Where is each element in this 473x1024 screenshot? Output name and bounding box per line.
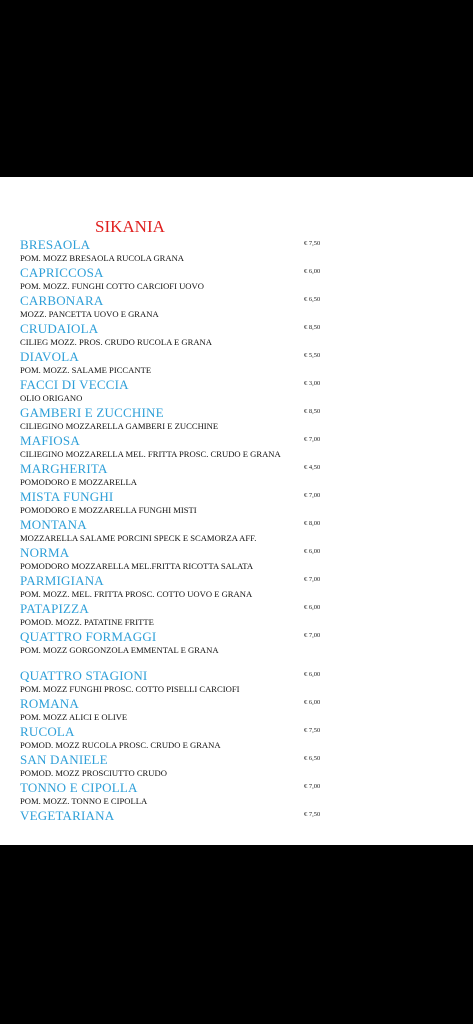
item-price: € 7,50	[304, 240, 321, 247]
item-price: € 7,00	[304, 576, 321, 583]
item-name: QUATTRO STAGIONI	[20, 668, 148, 683]
item-name: GAMBERI E ZUCCHINE	[20, 405, 164, 420]
item-price: € 7,50	[304, 811, 321, 818]
menu-item	[0, 377, 473, 405]
menu-item	[0, 405, 473, 433]
menu-item	[0, 668, 473, 696]
item-description: POMOD. MOZZ. PATATINE FRITTE	[20, 617, 154, 627]
menu-item	[0, 545, 473, 573]
menu-item	[0, 321, 473, 349]
item-price: € 8,50	[304, 408, 321, 415]
item-price: € 7,00	[304, 492, 321, 499]
item-price: € 5,50	[304, 352, 321, 359]
item-price: € 8,00	[304, 520, 321, 527]
item-description: POM. MOZZ BRESAOLA RUCOLA GRANA	[20, 253, 185, 263]
menu-item	[0, 752, 473, 780]
item-name: ROMANA	[20, 696, 79, 711]
item-price: € 6,00	[304, 548, 321, 555]
item-name: TONNO E CIPOLLA	[20, 780, 138, 795]
menu-item	[0, 349, 473, 377]
item-description: POM. MOZZ. FUNGHI COTTO CARCIOFI UOVO	[20, 281, 204, 291]
menu-item	[0, 696, 473, 724]
item-description: POM. MOZZ. TONNO E CIPOLLA	[20, 796, 148, 806]
item-price: € 6,50	[304, 755, 321, 762]
menu-item	[0, 724, 473, 752]
item-price: € 7,00	[304, 632, 321, 639]
item-name: QUATTRO FORMAGGI	[20, 629, 157, 644]
item-name: CRUDAIOLA	[20, 321, 99, 336]
item-description: MOZZ. PANCETTA UOVO E GRANA	[20, 309, 159, 319]
item-name: BRESAOLA	[20, 237, 91, 252]
item-name: MISTA FUNGHI	[20, 489, 114, 504]
item-description: MOZZARELLA SALAME PORCINI SPECK E SCAMORZA AFF.	[20, 533, 257, 543]
item-name: NORMA	[20, 545, 70, 560]
item-name: VEGETARIANA	[20, 808, 115, 823]
item-name: MARGHERITA	[20, 461, 108, 476]
item-price: € 6,00	[304, 268, 321, 275]
menu-item	[0, 461, 473, 489]
item-description: POMODORO MOZZARELLA MEL.FRITTA RICOTTA SALATA	[20, 561, 254, 571]
item-description: CILIEGINO MOZZARELLA MEL. FRITTA PROSC. CRUDO E GRANA	[20, 449, 281, 459]
menu-item	[0, 265, 473, 293]
item-price: € 6,00	[304, 604, 321, 611]
item-name: RUCOLA	[20, 724, 75, 739]
item-price: € 4,50	[304, 464, 321, 471]
menu-item	[0, 573, 473, 601]
item-description: POMOD. MOZZ PROSCIUTTO CRUDO	[20, 768, 167, 778]
item-description: OLIO ORIGANO	[20, 393, 83, 403]
item-name: FACCI DI VECCIA	[20, 377, 129, 392]
menu-title: SIKANIA	[95, 217, 165, 236]
menu-item	[0, 489, 473, 517]
menu-item	[0, 293, 473, 321]
item-price: € 7,00	[304, 436, 321, 443]
menu-item	[0, 780, 473, 808]
item-name: CARBONARA	[20, 293, 104, 308]
item-price: € 7,00	[304, 783, 321, 790]
menu-page	[0, 177, 473, 845]
item-price: € 3,00	[304, 380, 321, 387]
item-name: MONTANA	[20, 517, 87, 532]
item-name: CAPRICCOSA	[20, 265, 104, 280]
item-name: PARMIGIANA	[20, 573, 104, 588]
menu-item	[0, 433, 473, 461]
menu-list	[0, 237, 473, 836]
menu-item	[0, 237, 473, 265]
item-price: € 8,50	[304, 324, 321, 331]
item-description: POM. MOZZ ALICI E OLIVE	[20, 712, 128, 722]
item-description: POMODORO E MOZZARELLA FUNGHI MISTI	[20, 505, 197, 515]
item-description: POMOD. MOZZ RUCOLA PROSC. CRUDO E GRANA	[20, 740, 221, 750]
item-name: PATAPIZZA	[20, 601, 89, 616]
item-description: POM. MOZZ FUNGHI PROSC. COTTO PISELLI CARCIOFI	[20, 684, 240, 694]
item-name: SAN DANIELE	[20, 752, 108, 767]
item-description: POM. MOZZ. MEL. FRITTA PROSC. COTTO UOVO E GRANA	[20, 589, 253, 599]
menu-item	[0, 629, 473, 657]
item-description: CILIEG MOZZ. PROS. CRUDO RUCOLA E GRANA	[20, 337, 212, 347]
item-description: CILIEGINO MOZZARELLA GAMBERI E ZUCCHINE	[20, 421, 219, 431]
item-price: € 6,50	[304, 296, 321, 303]
item-description: POMODORO E MOZZARELLA	[20, 477, 137, 487]
item-name: MAFIOSA	[20, 433, 80, 448]
item-price: € 6,00	[304, 699, 321, 706]
item-name: DIAVOLA	[20, 349, 79, 364]
item-price: € 7,50	[304, 727, 321, 734]
item-price: € 6,00	[304, 671, 321, 678]
menu-item	[0, 601, 473, 629]
item-description: POM. MOZZ. SALAME PICCANTE	[20, 365, 152, 375]
menu-item	[0, 808, 473, 836]
menu-item	[0, 517, 473, 545]
item-description: POM. MOZZ GORGONZOLA EMMENTAL E GRANA	[20, 645, 219, 655]
